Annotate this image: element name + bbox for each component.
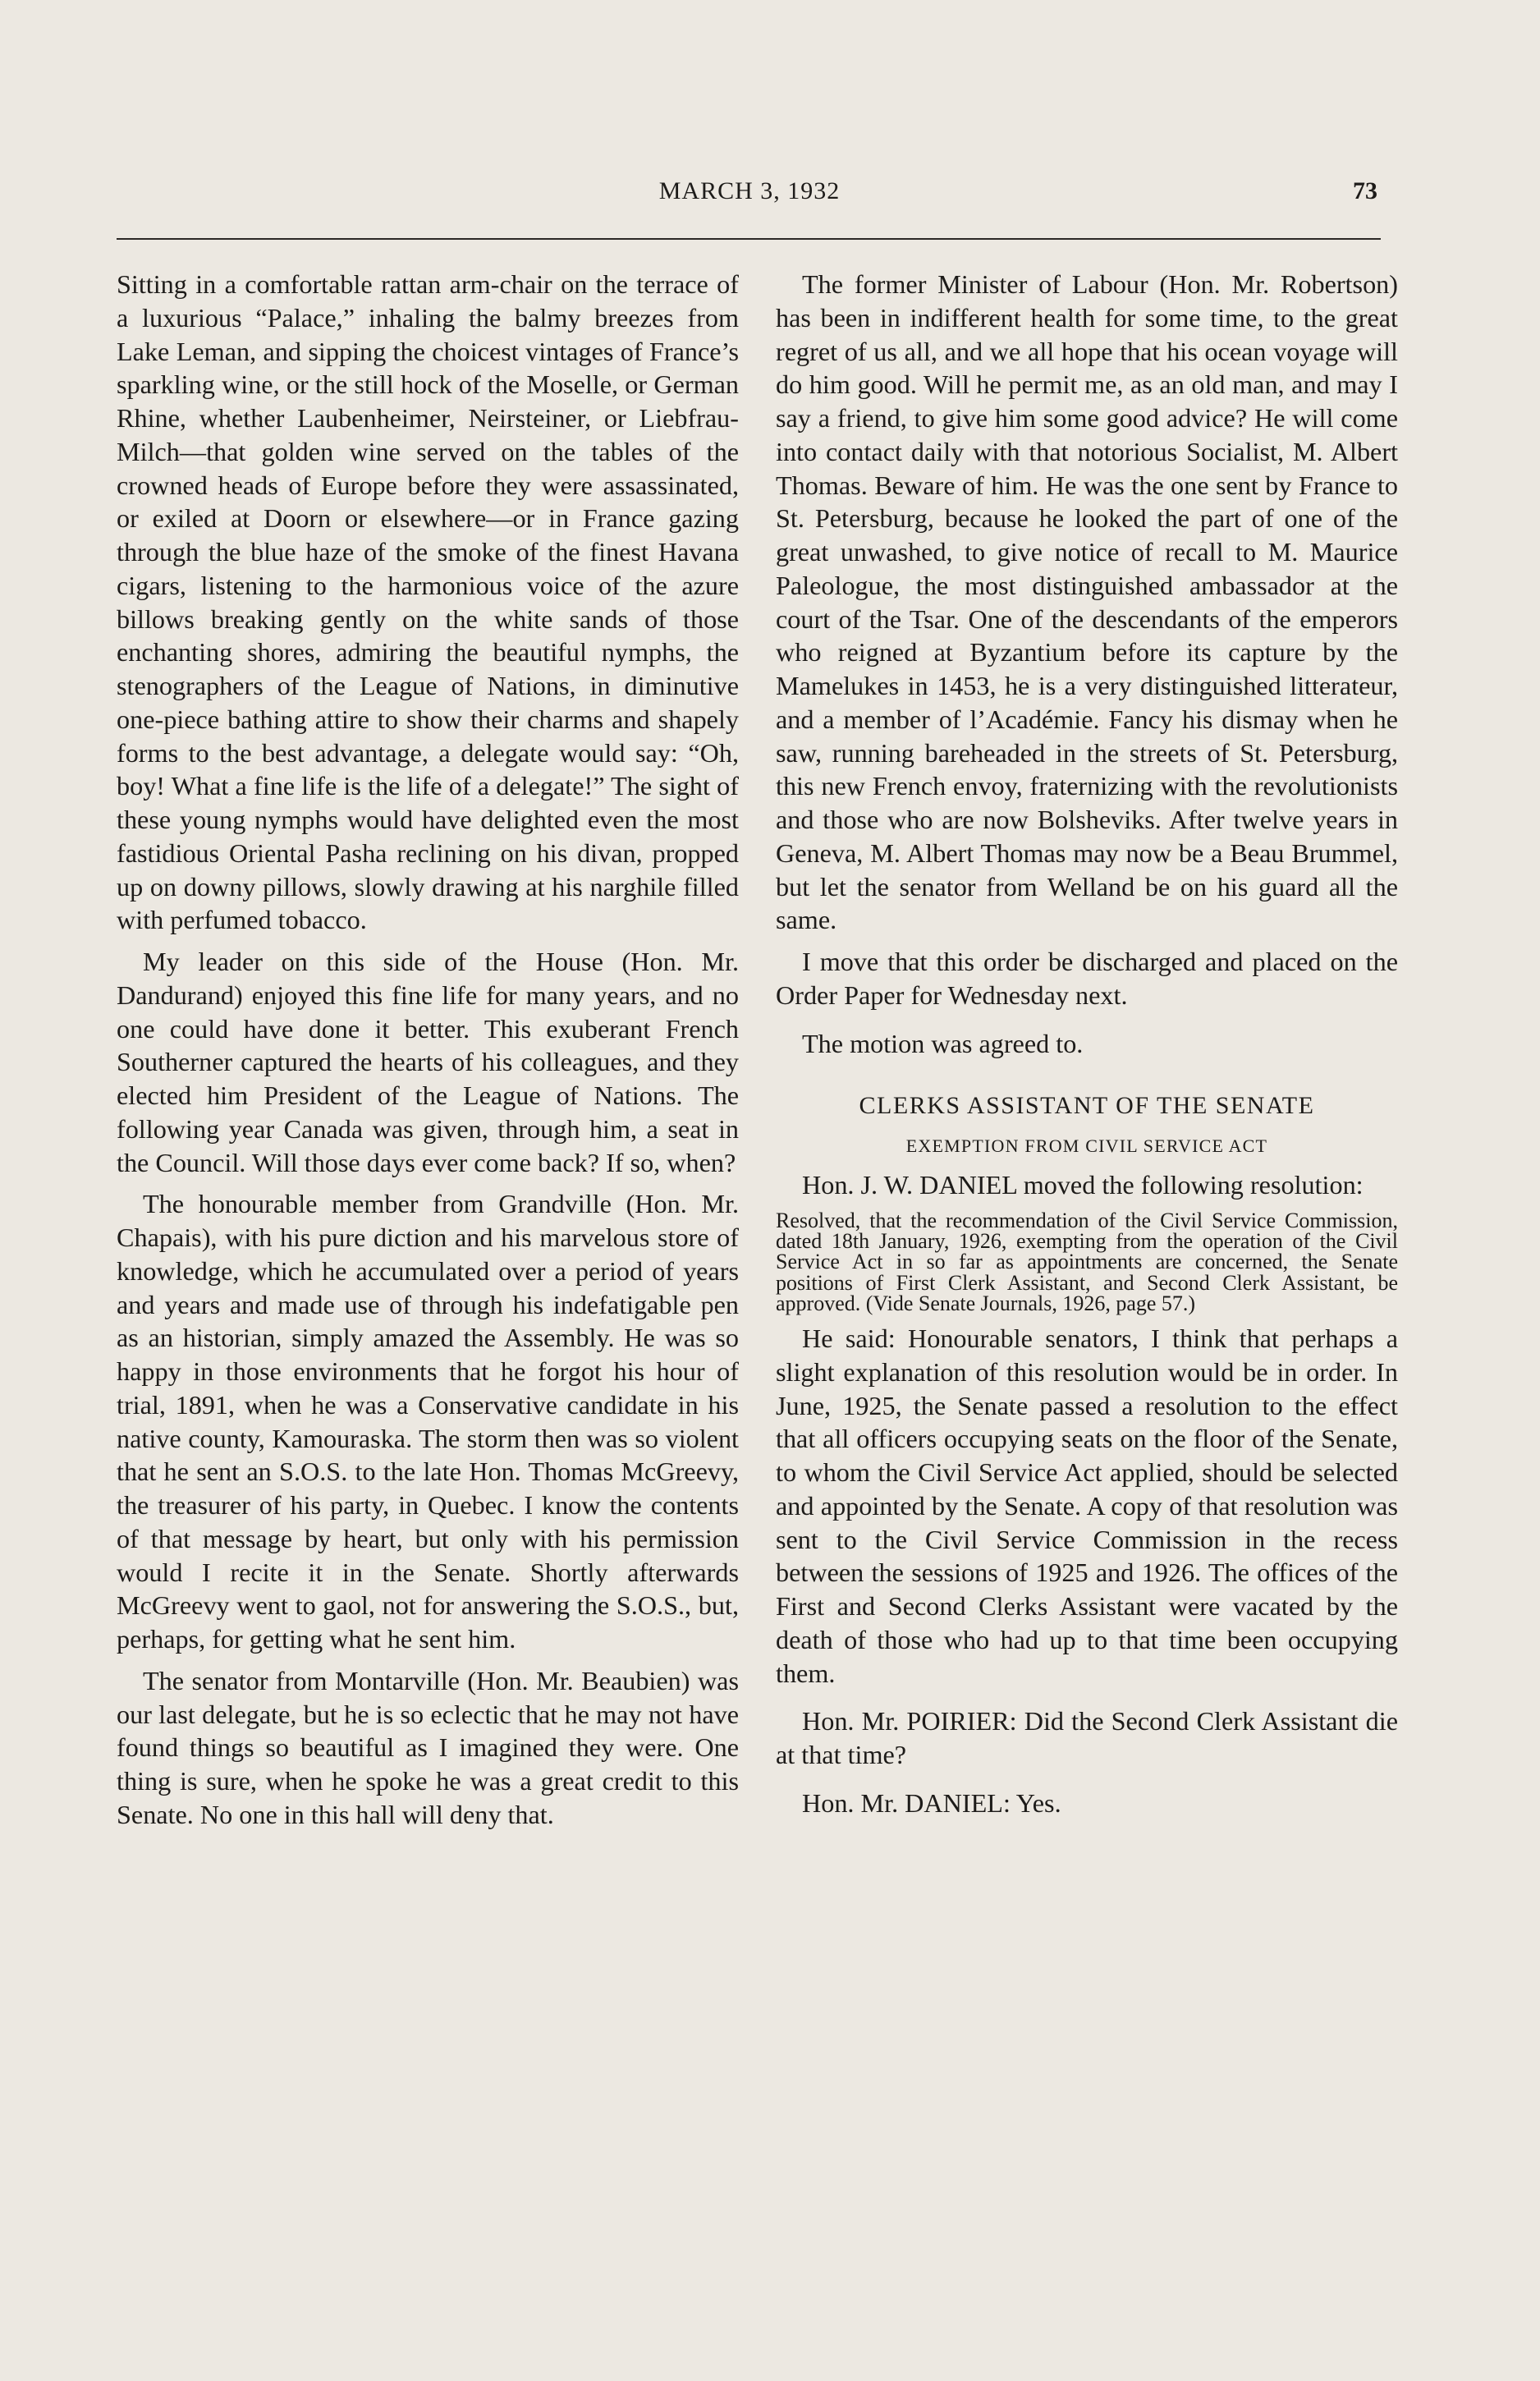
paragraph-motion-discharge: I move that this order be discharged and placed on the Order Paper for Wednesday next. xyxy=(776,947,1398,1010)
paragraph-daniel-speech: He said: Honourable senators, I think that perhaps a slight explanation of this resolution would be in order. In June, 1925, the Senate passed a resolution to the effect that all officers occupying seats on the floor of the Senate, to whom the Civil Service Act applied, should be selected and appointed by the Senate. A copy of that resolution was sent to the Civil Service Commission in the recess between the sessions of 1925 and 1926. The offices of the First and Second Clerks Assistant were vacated by the death of those who had up to that time been occupying them. xyxy=(776,1324,1398,1688)
paragraph-beaubien: The senator from Montarville (Hon. Mr. Beaubien) was our last delegate, but he is so eclectic that he may not have found things so beautiful as I imagined they were. One thing is sure, when he spoke he was a great credit to this Senate. No one in this hall will deny that. xyxy=(117,1665,739,1829)
page-header xyxy=(121,177,1377,227)
motion-intro: Hon. J. W. DANIEL moved the following resolution: xyxy=(802,1170,1364,1200)
left-column xyxy=(117,268,739,1840)
paragraph-delegate-life: Sitting in a comfortable rattan arm-chair on the terrace of a luxurious “Palace,” inhaling the balmy breezes from Lake Leman, and sipping the choicest vintages of France’s sparkling wine, or the still hock of the Moselle, or German Rhine, whether Laubenheimer, Neirsteiner, or Liebfrau-Milch—that golden wine served on the tables of the crowned heads of Europe before they were assassinated, or exiled at Doorn or elsewhere—or in France gazing through the blue haze of the smoke of the finest Havana cigars, listening to the harmonious voice of the azure billows breaking gently on the white sands of those enchanting shores, admiring the beautiful nymphs, the stenographers of the League of Nations, in diminutive one-piece bathing attire to show their charms and shapely forms to the best advantage, a delegate would say: “Oh, boy! What a fine life is the life of a delegate!” The sight of these young nymphs would have delighted even the most fastidious Oriental Pasha reclining on his divan, propped up on downy pillows, slowly drawing at his narghile filled with perfumed tobacco. xyxy=(117,269,739,935)
subsection-title: EXEMPTION FROM CIVIL SERVICE ACT xyxy=(905,1135,1268,1157)
header-date: MARCH 3, 1932 xyxy=(658,177,841,204)
paragraph-poirier-question: Hon. Mr. POIRIER: Did the Second Clerk Assistant die at that time? xyxy=(776,1706,1398,1770)
resolution-text: Resolved, that the recommendation of the Civil Service Commission, dated 18th January, 1926, exempting from the operation of the Civil Service Act in so far as appointments are concerned, the Senate positions of First Clerk Assistant, and Second Clerk Assistant, be approved. (Vide Senate Journals, 1926, page 57.) xyxy=(776,1209,1398,1315)
paragraph-robertson: The former Minister of Labour (Hon. Mr. Robertson) has been in indifferent health for some time, to the great regret of us all, and we all hope that his ocean voyage will do him good. Will he permit me, as an old man, and may I say a friend, to give him some good advice? He will come into contact daily with that notorious Socialist, M. Albert Thomas. Beware of him. He was the one sent by France to St. Petersburg, because he looked the part of one of the great unwashed, to give notice of recall to M. Maurice Paleologue, the most distinguished ambassador at the court of the Tsar. One of the descendants of the emperors who reigned at Byzantium before its capture by the Mamelukes in 1453, he is a very distinguished litterateur, and a member of l’Académie. Fancy his dismay when he saw, running bareheaded in the streets of St. Petersburg, this new French envoy, fraternizing with the revolutionists and those who are now Bolsheviks. After twelve years in Geneva, M. Albert Thomas may now be a Beau Brummel, but let the senator from Welland be on his guard all the same. xyxy=(776,269,1398,935)
page-number: 73 xyxy=(1353,177,1377,204)
paragraph-motion-agreed: The motion was agreed to. xyxy=(802,1028,1084,1058)
right-column xyxy=(776,268,1398,1828)
paragraph-dandurand: My leader on this side of the House (Hon. Mr. Dandurand) enjoyed this fine life for many years, and no one could have done it better. This exuberant French Southerner captured the hearts of his colleagues, and they elected him President of the League of Nations. The following year Canada was given, through him, a seat in the Council. Will those days ever come back? If so, when? xyxy=(117,947,739,1177)
section-title: CLERKS ASSISTANT OF THE SENATE xyxy=(859,1092,1315,1120)
header-rule xyxy=(117,238,1381,240)
paragraph-chapais: The honourable member from Grandville (Hon. Mr. Chapais), with his pure diction and his marvelous store of knowledge, which he accumulated over a period of years and years and made use of through his indefatigable pen as an historian, simply amazed the Assembly. He was so happy in those environments that he forgot his hour of trial, 1891, when he was a Conservative candidate in his native county, Kamouraska. The storm then was so violent that he sent an S.O.S. to the late Hon. Thomas McGreevy, the treasurer of his party, in Quebec. I know the contents of that message by heart, but only with his permission would I recite it in the Senate. Shortly afterwards McGreevy went to gaol, not for answering the S.O.S., but, perhaps, for getting what he sent him. xyxy=(117,1189,739,1654)
paragraph-daniel-answer: Hon. Mr. DANIEL: Yes. xyxy=(802,1787,1061,1818)
